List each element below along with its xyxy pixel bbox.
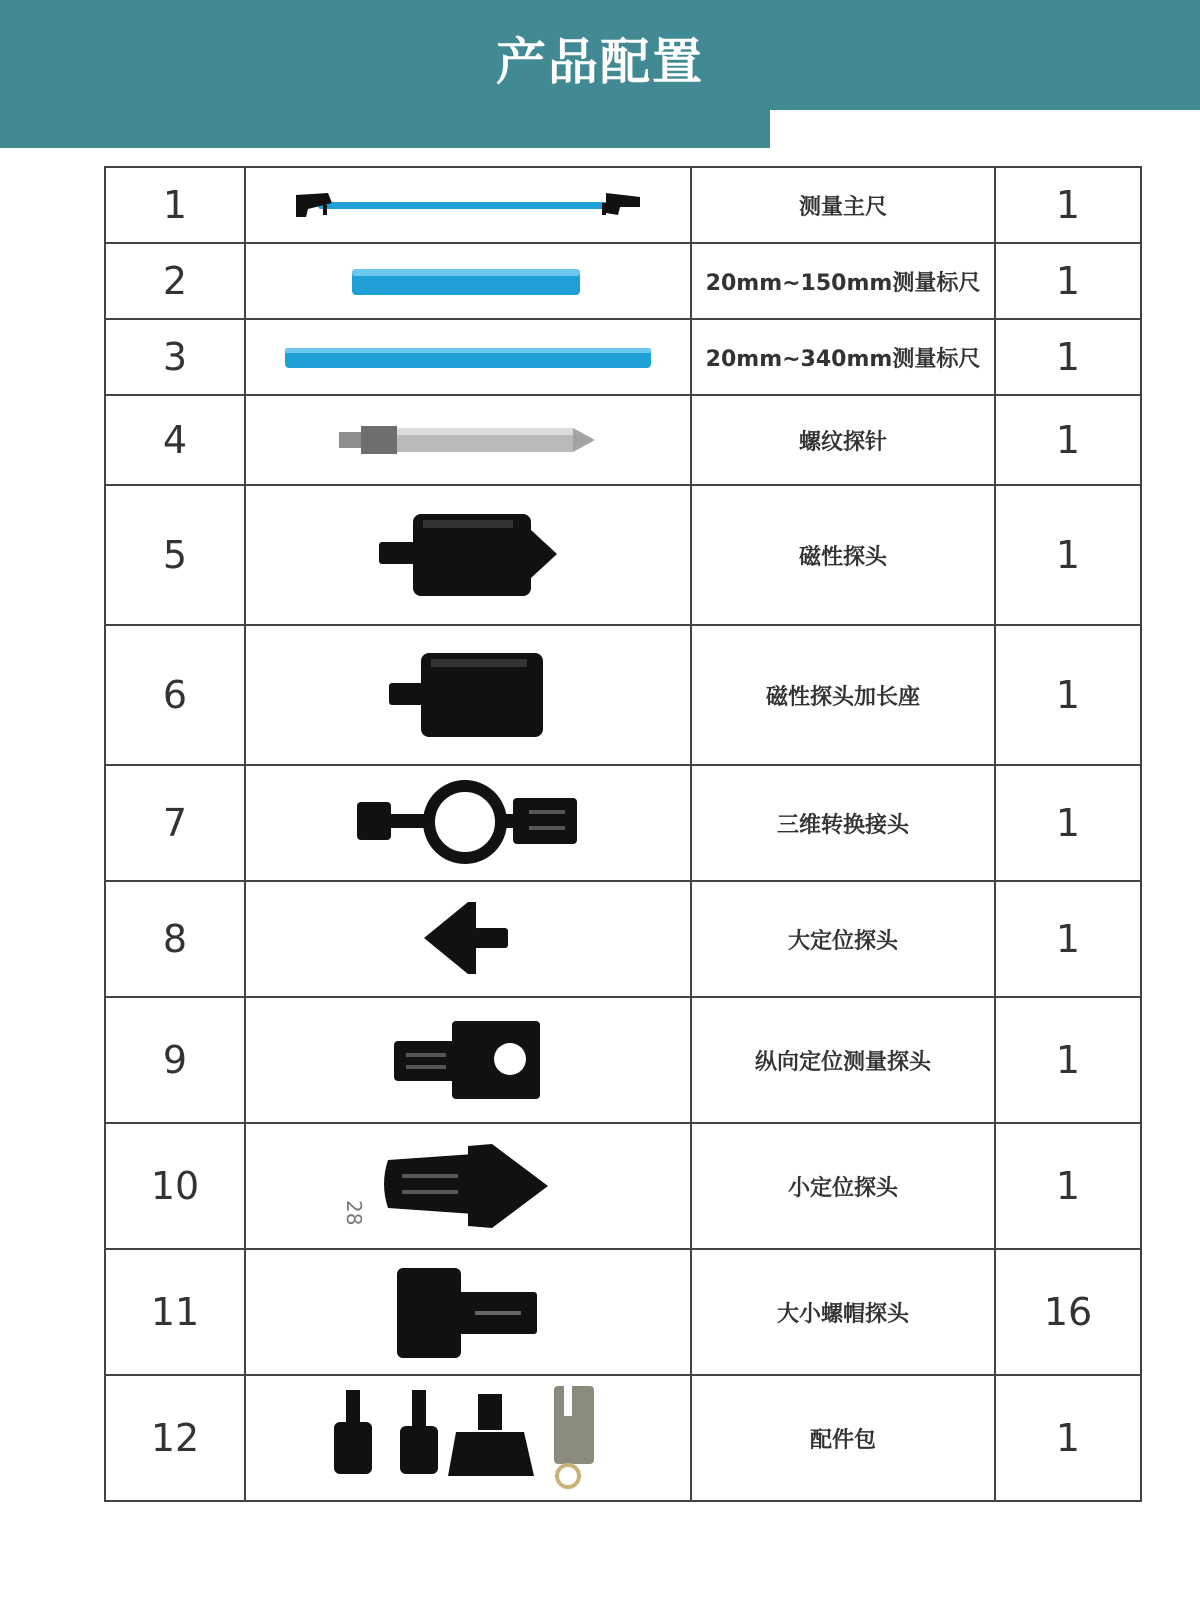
item-image-cell <box>245 765 691 881</box>
item-quantity: 1 <box>995 625 1141 765</box>
long-blue-ruler-rod-image <box>283 342 653 372</box>
item-name: 大定位探头 <box>691 881 995 997</box>
page-title: 产品配置 <box>496 33 704 91</box>
item-number: 1 <box>105 167 245 243</box>
table-row <box>105 625 1141 765</box>
accessory-pack-image <box>328 1384 608 1492</box>
item-quantity: 1 <box>995 765 1141 881</box>
item-quantity: 1 <box>995 997 1141 1123</box>
header-band-lower <box>0 110 770 148</box>
item-quantity: 1 <box>995 167 1141 243</box>
table-row <box>105 243 1141 319</box>
item-quantity: 1 <box>995 485 1141 625</box>
item-number: 3 <box>105 319 245 395</box>
item-quantity: 1 <box>995 243 1141 319</box>
item-name: 20mm~340mm测量标尺 <box>691 319 995 395</box>
item-number: 7 <box>105 765 245 881</box>
item-name: 三维转换接头 <box>691 765 995 881</box>
table-row <box>105 319 1141 395</box>
product-config-table <box>104 166 1142 1502</box>
item-name: 螺纹探针 <box>691 395 995 485</box>
table-row <box>105 881 1141 997</box>
item-image-cell <box>245 485 691 625</box>
item-image-cell <box>245 167 691 243</box>
item-number: 4 <box>105 395 245 485</box>
item-name: 测量主尺 <box>691 167 995 243</box>
item-number: 9 <box>105 997 245 1123</box>
short-blue-ruler-rod-image <box>348 264 588 298</box>
item-name: 20mm~150mm测量标尺 <box>691 243 995 319</box>
item-name: 磁性探头加长座 <box>691 625 995 765</box>
thread-probe-needle-image <box>333 420 603 460</box>
item-name: 磁性探头 <box>691 485 995 625</box>
table-row <box>105 1123 1141 1249</box>
item-quantity: 1 <box>995 1375 1141 1501</box>
item-image-cell <box>245 243 691 319</box>
nut-size-label: 28 <box>342 1200 366 1226</box>
item-number: 5 <box>105 485 245 625</box>
item-quantity: 1 <box>995 1123 1141 1249</box>
item-image-cell <box>245 881 691 997</box>
3d-conversion-adapter-image <box>353 778 583 868</box>
item-image-cell <box>245 997 691 1123</box>
item-quantity: 16 <box>995 1249 1141 1375</box>
table-row <box>105 167 1141 243</box>
item-name: 纵向定位测量探头 <box>691 997 995 1123</box>
item-number: 10 <box>105 1123 245 1249</box>
item-image-cell <box>245 1375 691 1501</box>
item-quantity: 1 <box>995 395 1141 485</box>
table-row <box>105 395 1141 485</box>
item-number: 2 <box>105 243 245 319</box>
item-quantity: 1 <box>995 319 1141 395</box>
item-name: 配件包 <box>691 1375 995 1501</box>
table-row <box>105 485 1141 625</box>
magnetic-probe-image <box>373 510 563 600</box>
item-name: 大小螺帽探头 <box>691 1249 995 1375</box>
small-positioning-probe-image <box>378 1140 558 1232</box>
item-number: 6 <box>105 625 245 765</box>
item-number: 12 <box>105 1375 245 1501</box>
magnetic-probe-extension-base-image <box>383 649 553 741</box>
table-row <box>105 765 1141 881</box>
nut-probe-image <box>342 1200 543 1362</box>
item-image-cell <box>245 1200 691 1375</box>
item-number: 11 <box>105 1249 245 1375</box>
large-positioning-probe-image <box>418 894 518 984</box>
longitudinal-probe-image <box>388 1017 548 1103</box>
item-number: 8 <box>105 881 245 997</box>
measuring-main-ruler-image <box>288 185 648 225</box>
item-quantity: 1 <box>995 881 1141 997</box>
table-row <box>105 1249 1141 1375</box>
table-row <box>105 997 1141 1123</box>
item-image-cell <box>245 319 691 395</box>
table-row <box>105 1375 1141 1501</box>
item-image-cell <box>245 395 691 485</box>
item-image-cell <box>245 1123 691 1249</box>
item-name: 小定位探头 <box>691 1123 995 1249</box>
item-image-cell <box>245 625 691 765</box>
